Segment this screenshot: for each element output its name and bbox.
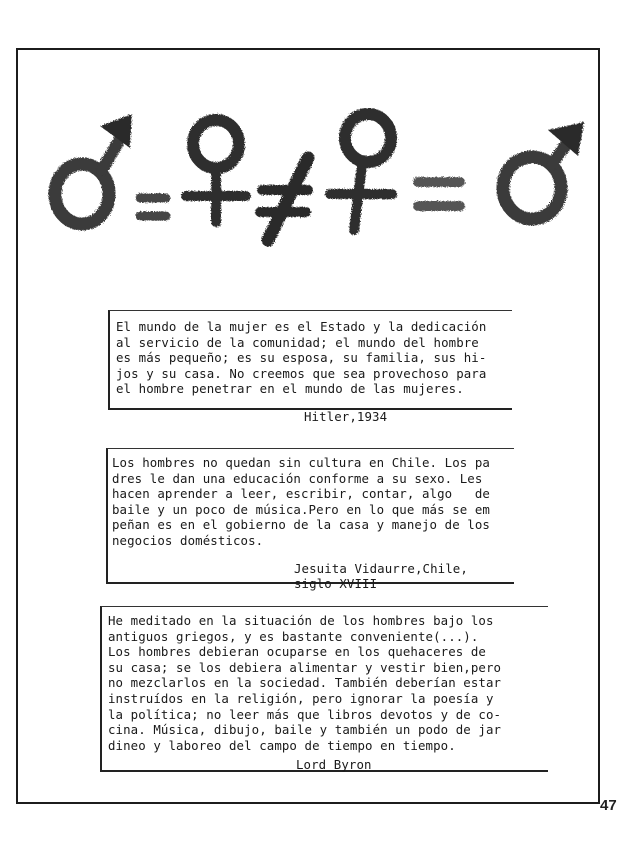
quote-line: He meditado en la situación de los hombres bajo los <box>108 613 494 628</box>
quote-line: Los hombres no quedan sin cultura en Chile. Los pa <box>112 455 490 470</box>
equals-sign-icon <box>418 182 460 206</box>
quote-line: Los hombres debieran ocuparse en los quehaceres de <box>108 644 486 660</box>
quote-line: peñan es en el gobierno de la casa y manejo de los <box>112 517 490 533</box>
not-equal-sign-icon <box>260 158 308 240</box>
quote-attribution: Lord Byron <box>296 757 372 773</box>
quote-line: hacen aprender a leer, escribir, contar, algo de <box>112 486 490 502</box>
quote-line: instruídos en la religión, pero ignorar la poesía y <box>108 690 494 706</box>
quote-line: no mezclarlos en la sociedad. También deberían estar <box>108 675 502 691</box>
quote-line: negocios domésticos. <box>112 532 264 548</box>
quote-hitler <box>108 310 512 424</box>
quote-byron <box>100 606 548 772</box>
quote-line: antiguos griegos, y es bastante conveniente(...). <box>108 628 479 644</box>
quote-line: el hombre penetrar en el mundo de las mujeres. <box>116 381 464 397</box>
quote-line: su casa; se los debiera alimentar y vestir bien,pero <box>108 659 502 675</box>
page-number: 47 <box>600 797 617 814</box>
quote-line: al servicio de la comunidad; el mundo del hombre <box>116 334 479 350</box>
quote-vidaurre <box>106 448 514 592</box>
female-symbol-icon <box>330 114 392 230</box>
quote-line: El mundo de la mujer es el Estado y la dedicación <box>116 319 487 334</box>
male-symbol-icon <box>503 122 584 219</box>
quote-attribution: siglo XVIII <box>294 576 378 592</box>
equals-sign-icon <box>140 198 166 216</box>
quote-line: cina. Música, dibujo, baile y también un podo de jar <box>108 722 502 738</box>
quote-line: dres le dan una educación conforme a su sexo. Les <box>112 470 483 486</box>
female-symbol-icon <box>186 120 246 222</box>
male-symbol-icon <box>55 114 132 224</box>
quote-line: es más pequeño; es su esposa, su familia, sus hi- <box>116 350 487 366</box>
quote-line: baile y un poco de música.Pero en lo que más se em <box>112 501 490 517</box>
quote-attribution: Hitler,1934 <box>304 408 388 424</box>
quote-line: la política; no leer más que libros devotos y de co- <box>108 706 502 722</box>
quote-line: dineo y laboreo del campo de tiempo en tiempo. <box>108 737 456 753</box>
quote-line: jos y su casa. No creemos que sea provechoso para <box>116 365 487 381</box>
quote-attribution: Jesuita Vidaurre,Chile, <box>294 560 468 576</box>
gender-symbols-banner <box>38 108 598 248</box>
